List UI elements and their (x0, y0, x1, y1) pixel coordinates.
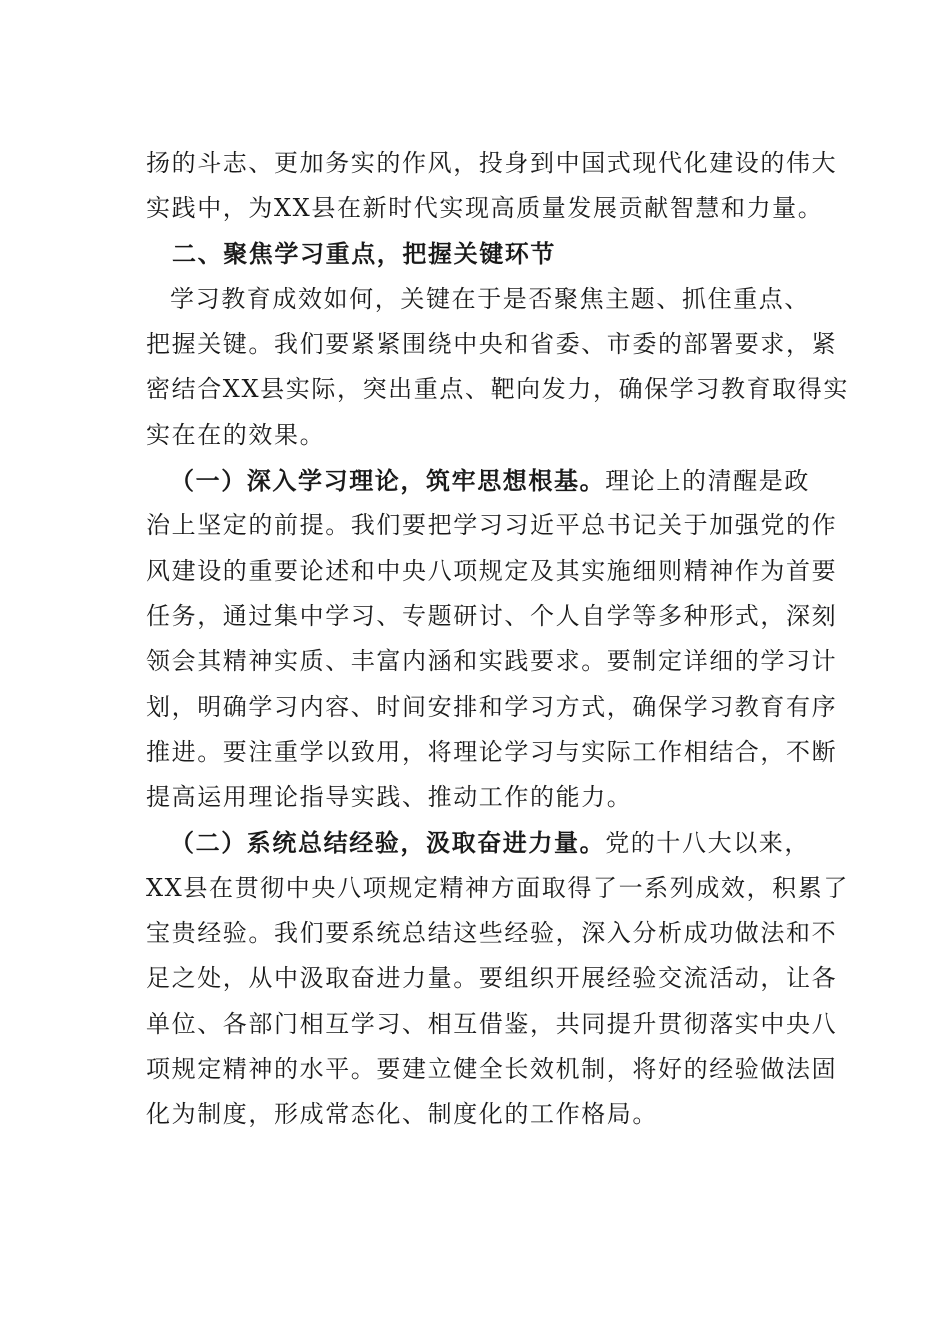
section-heading: 二、聚焦学习重点，把握关键环节 (172, 239, 556, 268)
paragraph-line: 划，明确学习内容、时间安排和学习方式，确保学习教育有序 (146, 692, 838, 721)
item1-title: （一）深入学习理论，筑牢思想根基。 (170, 466, 606, 496)
item2-first-line-rest: 党的十八大以来， (605, 829, 811, 858)
paragraph-line: 提高运用理论指导实践、推动工作的能力。 (146, 783, 633, 812)
paragraph-line: 风建设的重要论述和中央八项规定及其实施细则精神作为首要 (146, 556, 838, 585)
document-body (146, 141, 849, 1138)
item1-first-line-rest: 理论上的清醒是政 (605, 467, 811, 496)
paragraph-line: XX县在贯彻中央八项规定精神方面取得了一系列成效，积累了 (146, 873, 849, 902)
paragraph-line: 学习教育成效如何，关键在于是否聚焦主题、抓住重点、 (170, 284, 810, 313)
paragraph-line: 实在在的效果。 (146, 420, 326, 449)
paragraph-line: 单位、各部门相互学习、相互借鉴，共同提升贯彻落实中央八 (146, 1009, 838, 1038)
paragraph-line: 治上坚定的前提。我们要把学习习近平总书记关于加强党的作 (146, 511, 838, 540)
paragraph-line: 化为制度，形成常态化、制度化的工作格局。 (146, 1100, 658, 1129)
paragraph-line: 实践中，为XX县在新时代实现高质量发展贡献智慧和力量。 (146, 194, 824, 223)
paragraph-line: 密结合XX县实际，突出重点、靶向发力，确保学习教育取得实 (146, 375, 849, 404)
item2-title: （二）系统总结经验，汲取奋进力量。 (170, 828, 606, 858)
paragraph-line: 任务，通过集中学习、专题研讨、个人自学等多种形式，深刻 (146, 601, 838, 630)
item1-first-line (146, 458, 826, 503)
paragraph-line: 项规定精神的水平。要建立健全长效机制，将好的经验做法固 (146, 1054, 838, 1083)
paragraph-line: 扬的斗志、更加务实的作风，投身到中国式现代化建设的伟大 (146, 149, 838, 177)
paragraph-line: 领会其精神实质、丰富内涵和实践要求。要制定详细的学习计 (146, 647, 838, 676)
paragraph-line: 推进。要注重学以致用，将理论学习与实际工作相结合，不断 (146, 737, 838, 766)
paragraph-line: 宝贵经验。我们要系统总结这些经验，深入分析成功做法和不 (146, 919, 838, 948)
paragraph-line: 把握关键。我们要紧紧围绕中央和省委、市委的部署要求，紧 (146, 330, 838, 359)
paragraph-line: 足之处，从中汲取奋进力量。要组织开展经验交流活动，让各 (146, 964, 838, 993)
item2-first-line (146, 820, 826, 865)
